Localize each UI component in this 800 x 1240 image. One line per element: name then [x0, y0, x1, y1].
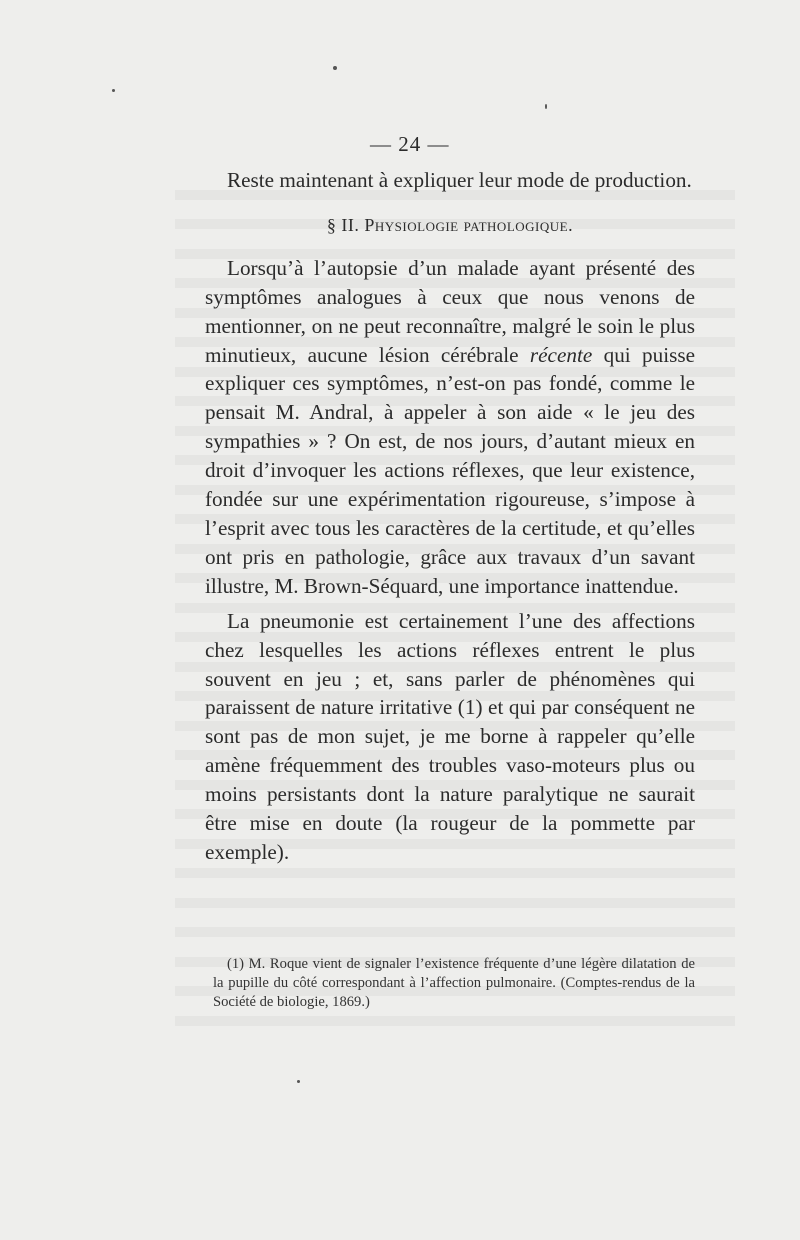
ink-speck	[112, 89, 115, 92]
footnote	[213, 955, 695, 1012]
paragraph-pneumonie: La pneumonie est certainement l’une des affections chez lesquelles les actions réflexes entrent le plus souvent en jeu ; et, sans parler de phénomènes qui paraissent de nature irritative (1) et qui par conséquent ne sont pas de mon sujet, je me borne à rappeler qu’elle amène fréquemment des troubles vaso-moteurs plus ou moins persistants dont la nature paralytique ne saurait être mise en doute (la rougeur de la pommette par exemple).	[205, 608, 695, 864]
footnote-text: (1) M. Roque vient de signaler l’existence fréquente d’une légère dilatation de la pupille du côté correspondant à l’affection pulmonaire. (Comptes-rendus de la Société de biologie, 1869.)	[213, 956, 695, 1010]
paragraph-autopsie	[205, 254, 695, 601]
paragraph-text: Lorsqu’à l’autopsie d’un malade ayant présenté des symptômes analogues à ceux que nous venons de mentionner, on ne peut reconnaître, malgré le soin le plus minutieux, aucune lésion cérébrale	[205, 255, 695, 367]
ink-speck	[333, 66, 337, 70]
ink-speck	[545, 104, 547, 109]
intro-sentence: Reste maintenant à expliquer leur mode de production.	[227, 168, 692, 192]
paragraph-text: qui puisse expliquer ces symptômes, n’est-on pas fondé, comme le pensait M. Andral, à appeler à son aide « le jeu des sympathies » ? On est, de nos jours, d’autant mieux en droit d’invoquer les actions réflexes, que leur existence, fondée sur une expérimentation rigoureuse, s’impose à l’esprit avec tous les caractères de la certitude, et qu’elles ont pris en pathologie, grâce aux travaux d’un savant illustre, M. Brown-Séquard, une importance inattendue.	[205, 342, 696, 598]
section-heading: § II. Physiologie pathologique.	[326, 214, 574, 235]
body-text	[205, 166, 695, 867]
page-number: — 24 —	[370, 132, 450, 156]
ink-speck	[297, 1080, 300, 1083]
emphasized-word: récente	[529, 342, 593, 367]
